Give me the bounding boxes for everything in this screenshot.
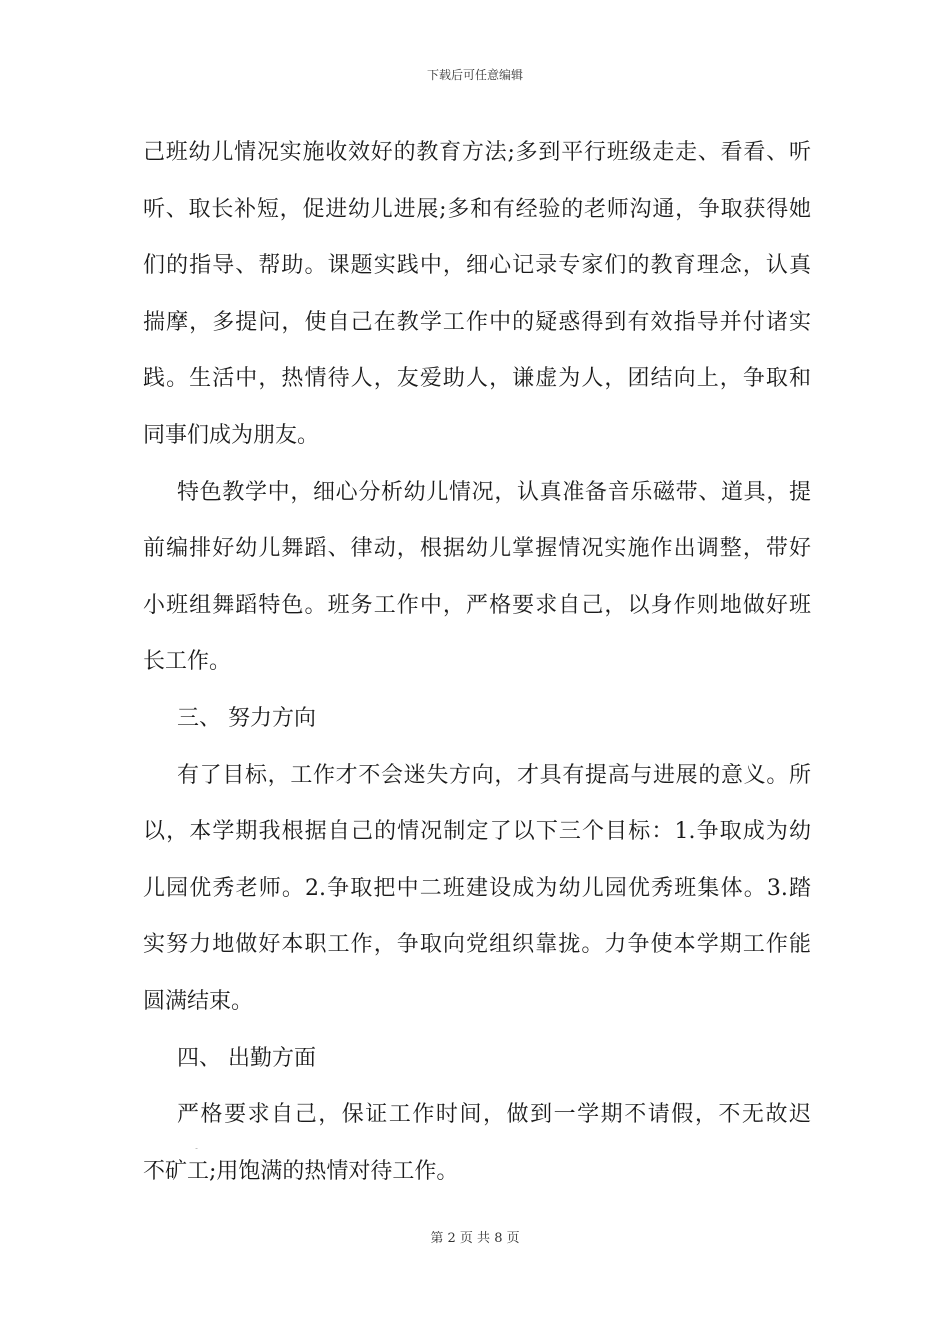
page-header: 下载后可任意编辑 bbox=[426, 68, 523, 82]
text-line: 实努力地做好本职工作，争取向党组织靠拢。力争使本学期工作能 bbox=[143, 932, 811, 958]
text-line: 揣摩，多提问，使自己在教学工作中的疑惑得到有效指导并付诸实 bbox=[143, 309, 811, 335]
text-line: 听、取长补短，促进幼儿进展;多和有经验的老师沟通，争取获得她 bbox=[143, 196, 811, 222]
text-line: 践。生活中，热情待人，友爱助人，谦虚为人，团结向上，争取和 bbox=[143, 366, 811, 392]
text-line: 有了目标，工作才不会迷失方向，才具有提高与进展的意义。所 bbox=[177, 762, 811, 788]
text-line: 同事们成为朋友。 bbox=[143, 422, 320, 448]
text-line: 儿园优秀老师。2.争取把中二班建设成为幼儿园优秀班集体。3.踏 bbox=[143, 875, 811, 901]
text-line: 严格要求自己，保证工作时间，做到一学期不请假，不无故迟 bbox=[177, 1102, 811, 1128]
text-line: 己班幼儿情况实施收效好的教育方法;多到平行班级走走、看看、听 bbox=[143, 140, 811, 165]
section-heading: 四、 出勤方面 bbox=[177, 1045, 316, 1071]
section-heading: 三、 努力方向 bbox=[177, 705, 316, 731]
page-footer: 第 2 页 共 8 页 bbox=[430, 1231, 520, 1246]
document-body bbox=[143, 130, 811, 1205]
text-line: 小班组舞蹈特色。班务工作中，严格要求自己，以身作则地做好班 bbox=[143, 592, 811, 618]
text-line: 长工作。 bbox=[143, 649, 232, 675]
text-line: 圆满结束。 bbox=[143, 988, 254, 1014]
text-line: 前编排好幼儿舞蹈、律动，根据幼儿掌握情况实施作出调整，带好 bbox=[143, 536, 811, 562]
text-line: 不矿工;用饱满的热情对待工作。 bbox=[143, 1158, 459, 1184]
text-line: 们的指导、帮助。课题实践中，细心记录专家们的教育理念，认真 bbox=[143, 253, 811, 279]
text-line: 特色教学中，细心分析幼儿情况，认真准备音乐磁带、道具，提 bbox=[177, 479, 811, 505]
text-line: 以，本学期我根据自己的情况制定了以下三个目标：1.争取成为幼 bbox=[143, 819, 811, 845]
